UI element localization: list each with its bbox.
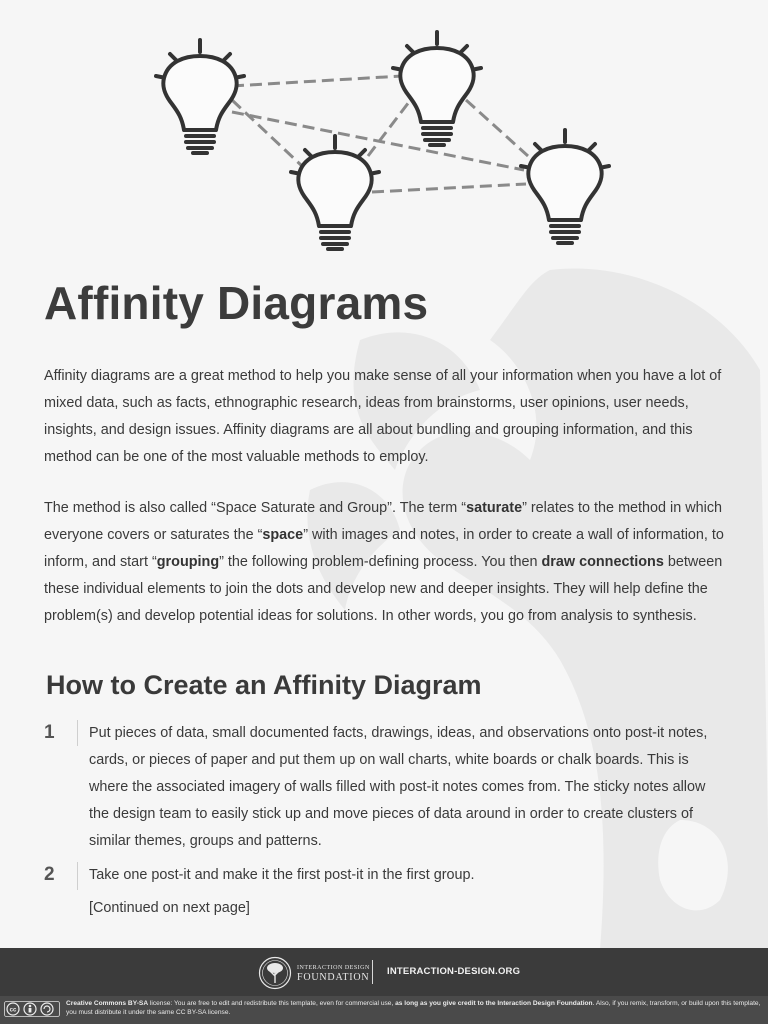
page-title: Affinity Diagrams [44, 277, 429, 329]
step-text: Take one post-it and make it the first post-it in the first group. [89, 867, 475, 883]
step-number: 1 [44, 722, 55, 743]
org-name-line2: FOUNDATION [297, 972, 370, 983]
website-link[interactable]: INTERACTION-DESIGN.ORG [387, 966, 521, 977]
org-name-line1: INTERACTION DESIGN [297, 965, 370, 971]
step-divider [77, 862, 78, 890]
license-bar [0, 996, 768, 1024]
lightbulb-icon [156, 40, 244, 153]
license-text: Creative Commons BY-SA license: You are free to edit and redistribute this template, even for commercial use, as long as you give credit to the Interaction Design Foundation. Also, if you remix, transform, or build upon this template, you must distribute it under the same CC BY-SA license. [66, 1000, 761, 1016]
footer-bar [0, 948, 768, 996]
intro-paragraph: Affinity diagrams are a great method to help you make sense of all your information when you have a lot of mixed data, such as facts, ethnographic research, ideas from brainstorms, user opinions, user needs, insights, and design issues. Affinity diagrams are all about bundling and grouping information, and this method can be one of the most valuable methods to employ. [44, 368, 722, 465]
step-divider [77, 720, 78, 746]
step-text: Put pieces of data, small documented facts, drawings, ideas, and observations onto post-it notes, cards, or pieces of paper and put them up on wall charts, white boards or chalk boards. This is where the associated imagery of walls filled with post-it notes comes from. The sticky notes allow the design team to easily stick up and move pieces of data around in order to create clusters of similar themes, groups and patterns. [89, 725, 708, 849]
lightbulb-icon [291, 136, 379, 249]
svg-text:cc: cc [9, 1007, 17, 1014]
creative-commons-icon[interactable] [4, 1001, 60, 1017]
continued-note: [Continued on next page] [89, 900, 250, 916]
method-paragraph: The method is also called “Space Saturate and Group”. The term “saturate” relates to the method in which everyone covers or saturates the “space” with images and notes, in order to create a wall of information, to inform, and start “grouping” the following problem-defining process. You then draw connections between these individual elements to join the dots and develop new and deeper insights. They will help define the problem(s) and develop potential ideas for solutions. In other words, you go from analysis to synthesis. [44, 500, 724, 624]
lightbulb-icon [393, 32, 481, 145]
footer-divider [372, 960, 373, 984]
lightbulb-icon [521, 130, 609, 243]
idf-logo-icon[interactable] [258, 956, 292, 990]
section-heading: How to Create an Affinity Diagram [46, 670, 482, 700]
lightbulb-network-illustration [0, 0, 768, 270]
step-number: 2 [44, 864, 55, 885]
dashed-connection [232, 76, 528, 192]
